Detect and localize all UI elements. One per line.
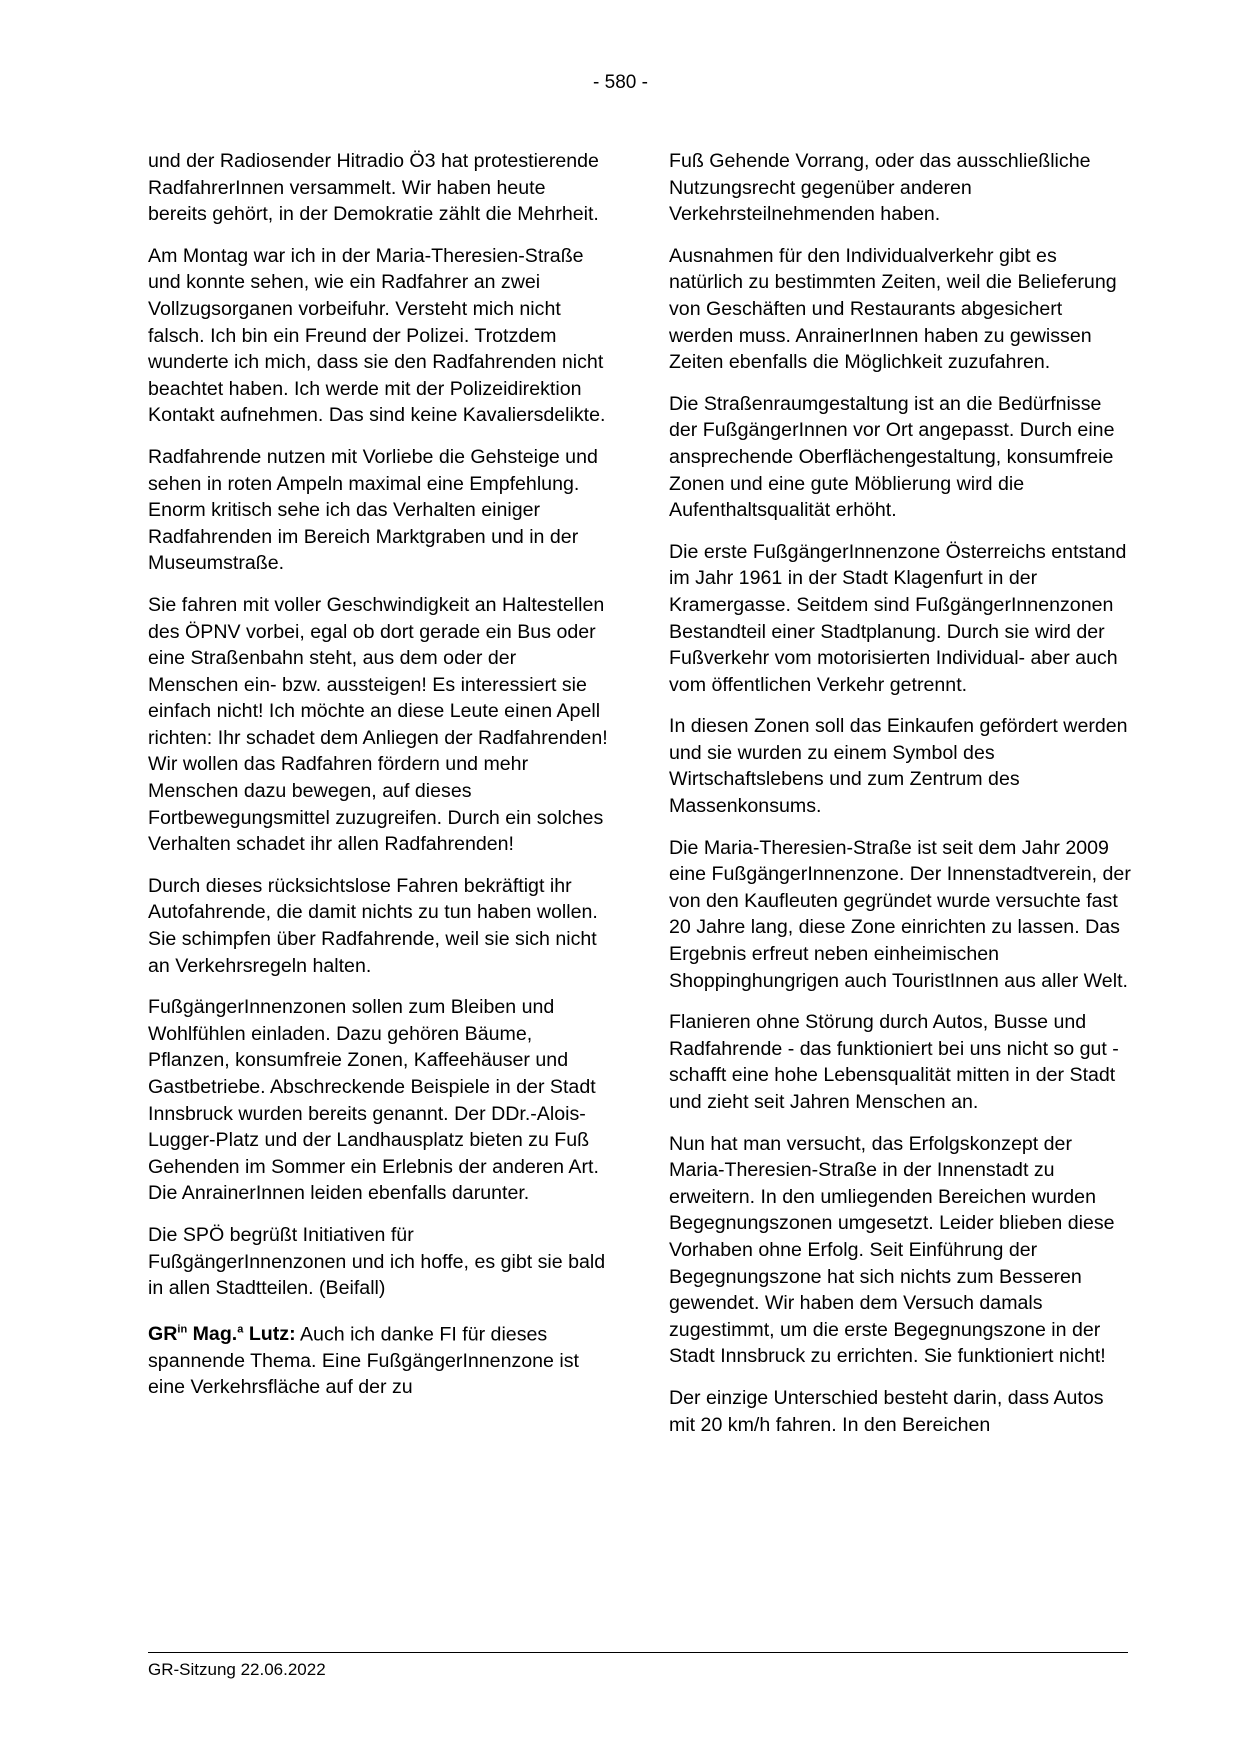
paragraph: Fuß Gehende Vorrang, oder das ausschließliche Nutzungsrecht gegenüber anderen Verkehrsteilnehmenden haben. — [669, 150, 1091, 226]
speaker-prefix: GR — [148, 1323, 178, 1346]
paragraph: Die Maria-Theresien-Straße ist seit dem Jahr 2009 eine FußgängerInnenzone. Der Innenstadtverein, der von den Kaufleuten gegründet wurde versuchte fast 20 Jahre lang, diese Zone einrichten zu lassen. Das Ergebnis erfreut neben einheimischen Shoppinghungrigen auch TouristInnen aus aller Welt. — [669, 836, 1131, 992]
paragraph: Die SPÖ begrüßt Initiativen für FußgängerInnenzonen und ich hoffe, es gibt sie bald in allen Stadtteilen. (Beifall) — [148, 1223, 606, 1300]
speaker-text: Auch ich danke FI für dieses spannende Thema. Eine FußgängerInnenzone ist eine Verkehrsfläche auf der zu — [148, 1323, 579, 1399]
paragraph: Sie fahren mit voller Geschwindigkeit an Haltestellen des ÖPNV vorbei, egal ob dort gerade ein Bus oder eine Straßenbahn steht, aus dem oder der Menschen ein- bzw. aussteigen! Es interessiert sie einfach nicht! Ich möchte an diese Leute einen Apell richten: Ihr schadet dem Anliegen der Radfahrenden! Wir wollen das Radfahren fördern und mehr Menschen dazu bewegen, auf dieses Fortbewegungsmittel zuzugreifen. Durch ein solches Verhalten schadet ihr allen Radfahrenden! — [148, 593, 608, 856]
paragraph: Radfahrende nutzen mit Vorliebe die Gehsteige und sehen in roten Ampeln maximal eine Empfehlung. Enorm kritisch sehe ich das Verhalten einiger Radfahrenden im Bereich Marktgraben und in der Museumstraße. — [148, 445, 598, 575]
paragraph: Am Montag war ich in der Maria-Theresien-Straße und konnte sehen, wie ein Radfahrer an zwei Vollzugsorganen vorbeifuhr. Versteht mich nicht falsch. Ich bin ein Freund der Polizei. Trotzdem wunderte ich mich, dass sie den Radfahrenden nicht beachtet haben. Ich werde mit der Polizeidirektion Kontakt aufnehmen. Das sind keine Kavaliersdelikte. — [148, 244, 606, 427]
left-column — [148, 148, 608, 1416]
speaker-label — [148, 1323, 296, 1345]
footer-divider — [148, 1652, 1128, 1653]
page-number: - 580 - — [593, 72, 648, 93]
paragraph: In diesen Zonen soll das Einkaufen gefördert werden und sie wurden zu einem Symbol des Wirtschaftslebens und zum Zentrum des Massenkonsums. — [669, 715, 1128, 818]
speaker-title-sup: a — [237, 1323, 244, 1336]
paragraph: FußgängerInnenzonen sollen zum Bleiben und Wohlfühlen einladen. Dazu gehören Bäume, Pflanzen, konsumfreie Zonen, Kaffeehäuser und Gastbetriebe. Abschreckende Beispiele in der Stadt Innsbruck wurden bereits genannt. Der DDr.-Alois-Lugger-Platz und der Landhausplatz bieten zu Fuß Gehenden im Sommer ein Erlebnis der anderen Art. Die AnrainerInnen leiden ebenfalls darunter. — [148, 996, 599, 1205]
paragraph: Die Straßenraumgestaltung ist an die Bedürfnisse der FußgängerInnen vor Ort angepasst. Durch eine ansprechende Oberflächengestaltung, konsumfreie Zonen und eine gute Möblierung wird die Aufenthaltsqualität erhöht. — [669, 392, 1115, 522]
paragraph: und der Radiosender Hitradio Ö3 hat protestierende RadfahrerInnen versammelt. Wir haben heute bereits gehört, in der Demokratie zählt die Mehrheit. — [148, 150, 599, 226]
paragraph: Durch dieses rücksichtslose Fahren bekräftigt ihr Autofahrende, die damit nichts zu tun haben wollen. Sie schimpfen über Radfahrende, weil sie sich nicht an Verkehrsregeln halten. — [148, 874, 598, 977]
right-column — [669, 148, 1131, 1453]
speaker-title: Mag. — [187, 1323, 238, 1346]
footer-text: GR-Sitzung 22.06.2022 — [148, 1660, 326, 1679]
paragraph: Nun hat man versucht, das Erfolgskonzept der Maria-Theresien-Straße in der Innenstadt zu erweitern. In den umliegenden Bereichen wurden Begegnungszonen umgesetzt. Leider blieben diese Vorhaben ohne Erfolg. Seit Einführung der Begegnungszone hat sich nichts zum Besseren gewendet. Wir haben dem Versuch damals zugestimmt, um die erste Begegnungszone in der Stadt Innsbruck zu errichten. Sie funktioniert nicht! — [669, 1132, 1115, 1368]
paragraph: Der einzige Unterschied besteht darin, dass Autos mit 20 km/h fahren. In den Bereichen — [669, 1386, 1104, 1436]
speaker-prefix-sup: in — [177, 1323, 188, 1336]
speaker-paragraph — [148, 1317, 608, 1401]
paragraph: Flanieren ohne Störung durch Autos, Busse und Radfahrende - das funktioniert bei uns nicht so gut - schafft eine hohe Lebensqualität mitten in der Stadt und zieht seit Jahren Menschen an. — [669, 1011, 1119, 1113]
paragraph: Die erste FußgängerInnenzone Österreichs entstand im Jahr 1961 in der Stadt Klagenfurt in der Kramergasse. Seitdem sind FußgängerInnenzonen Bestandteil einer Stadtplanung. Durch sie wird der Fußverkehr vom motorisierten Individual- aber auch vom öffentlichen Verkehr getrennt. — [669, 540, 1127, 696]
paragraph: Ausnahmen für den Individualverkehr gibt es natürlich zu bestimmten Zeiten, weil die Belieferung von Geschäften und Restaurants abgesichert werden muss. AnrainerInnen haben zu gewissen Zeiten ebenfalls die Möglichkeit zuzufahren. — [669, 244, 1117, 374]
speaker-name: Lutz: — [243, 1323, 296, 1346]
